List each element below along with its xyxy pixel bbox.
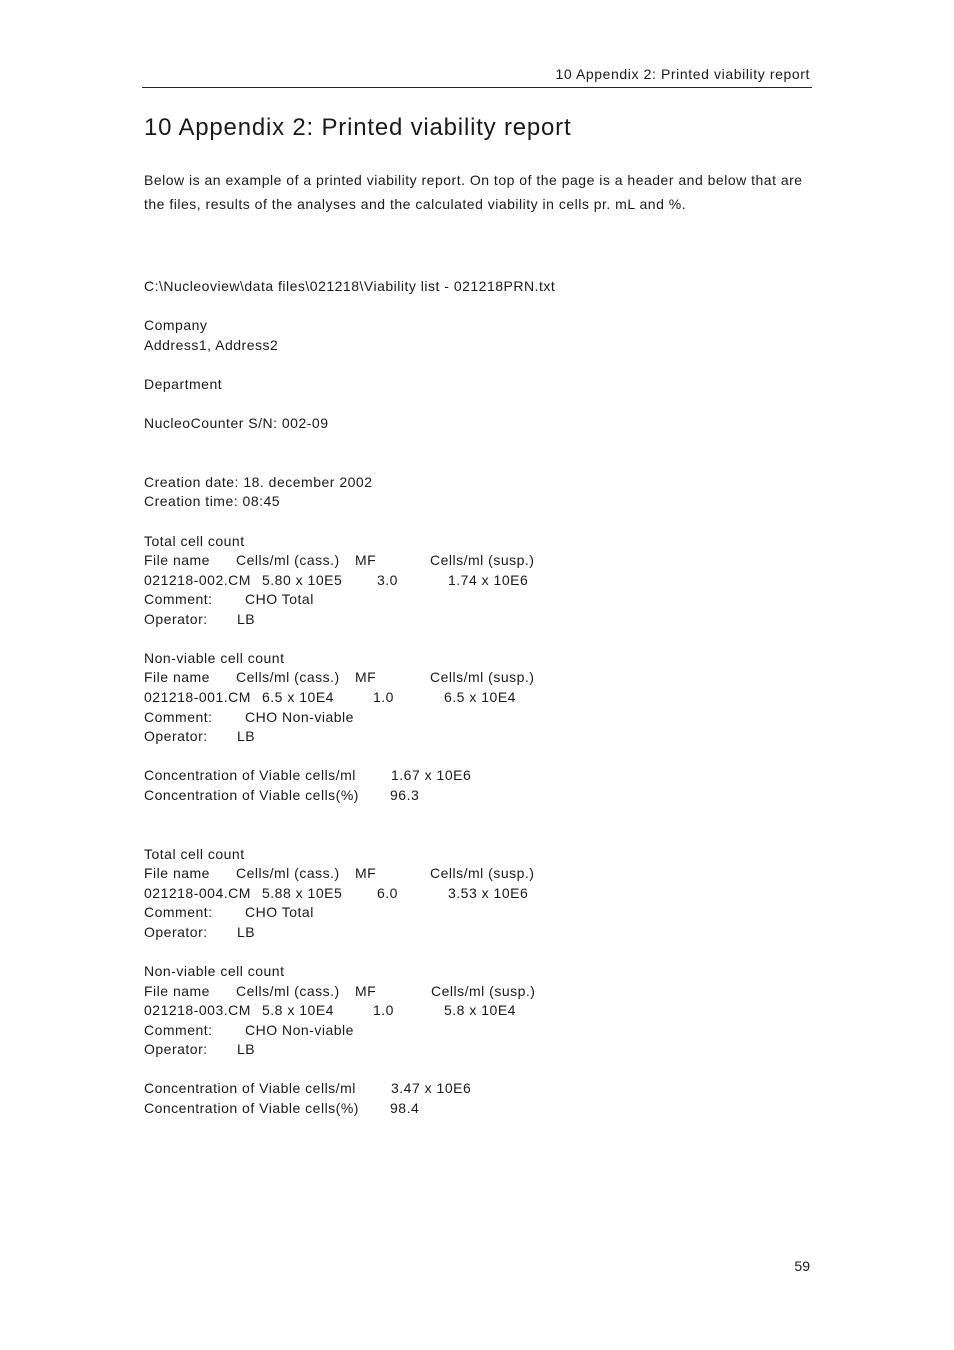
comment-value: CHO Non-viable — [245, 709, 354, 725]
col-header-cells-susp: Cells/ml (susp.) — [430, 865, 535, 881]
section-heading: Total cell count — [144, 533, 245, 549]
col-header-cells-cass: Cells/ml (cass.) — [236, 983, 340, 999]
cells-susp: 1.74 x 10E6 — [448, 572, 529, 588]
col-header-cells-susp: Cells/ml (susp.) — [430, 552, 535, 568]
cells-cass: 5.88 x 10E5 — [262, 885, 343, 901]
comment-value: CHO Total — [245, 591, 314, 607]
file-name: 021218-001.CM — [144, 689, 251, 705]
section-heading: Non-viable cell count — [144, 650, 285, 666]
comment-value: CHO Non-viable — [245, 1022, 354, 1038]
file-name: 021218-002.CM — [144, 572, 251, 588]
mf-value: 3.0 — [377, 572, 398, 588]
col-header-file-name: File name — [144, 983, 210, 999]
col-header-cells-cass: Cells/ml (cass.) — [236, 865, 340, 881]
viable-pct-label: Concentration of Viable cells(%) — [144, 1100, 359, 1116]
company: Company — [144, 317, 208, 333]
operator-value: LB — [237, 611, 256, 627]
cells-cass: 5.80 x 10E5 — [262, 572, 343, 588]
cells-susp: 5.8 x 10E4 — [444, 1002, 516, 1018]
mf-value: 1.0 — [373, 689, 394, 705]
creation-time: Creation time: 08:45 — [144, 493, 281, 509]
col-header-cells-susp: Cells/ml (susp.) — [430, 669, 535, 685]
section-heading: Total cell count — [144, 846, 245, 862]
file-name: 021218-003.CM — [144, 1002, 251, 1018]
department: Department — [144, 376, 223, 392]
comment-label: Comment: — [144, 591, 213, 607]
operator-label: Operator: — [144, 611, 208, 627]
col-header-cells-cass: Cells/ml (cass.) — [236, 552, 340, 568]
viable-pct-value: 98.4 — [390, 1100, 420, 1116]
comment-label: Comment: — [144, 904, 213, 920]
intro-paragraph: Below is an example of a printed viability report. On top of the page is a header and below that are the files, results of the analyses and the calculated viability in cells pr. mL and %. — [144, 172, 803, 212]
col-header-mf: MF — [355, 552, 377, 568]
operator-value: LB — [237, 924, 256, 940]
operator-label: Operator: — [144, 728, 208, 744]
viable-cells-value: 1.67 x 10E6 — [391, 767, 472, 783]
col-header-mf: MF — [355, 865, 377, 881]
col-header-cells-susp: Cells/ml (susp.) — [431, 983, 536, 999]
col-header-mf: MF — [355, 669, 377, 685]
col-header-file-name: File name — [144, 669, 210, 685]
cells-cass: 5.8 x 10E4 — [262, 1002, 334, 1018]
running-header: 10 Appendix 2: Printed viability report — [555, 66, 810, 82]
operator-value: LB — [237, 1041, 256, 1057]
file-path: C:\Nucleoview\data files\021218\Viability list - 021218PRN.txt — [144, 278, 556, 294]
comment-label: Comment: — [144, 709, 213, 725]
section-heading: Non-viable cell count — [144, 963, 285, 979]
address: Address1, Address2 — [144, 337, 279, 353]
operator-value: LB — [237, 728, 256, 744]
comment-value: CHO Total — [245, 904, 314, 920]
page-title: 10 Appendix 2: Printed viability report — [144, 114, 572, 141]
cells-susp: 6.5 x 10E4 — [444, 689, 516, 705]
operator-label: Operator: — [144, 1041, 208, 1057]
viable-cells-label: Concentration of Viable cells/ml — [144, 767, 356, 783]
creation-date: Creation date: 18. december 2002 — [144, 474, 373, 490]
cells-susp: 3.53 x 10E6 — [448, 885, 529, 901]
viable-pct-label: Concentration of Viable cells(%) — [144, 787, 359, 803]
page-number: 59 — [794, 1258, 810, 1274]
viable-cells-label: Concentration of Viable cells/ml — [144, 1080, 356, 1096]
header-rule — [142, 87, 812, 88]
col-header-file-name: File name — [144, 552, 210, 568]
serial-number: NucleoCounter S/N: 002-09 — [144, 415, 329, 431]
viable-pct-value: 96.3 — [390, 787, 420, 803]
col-header-mf: MF — [355, 983, 377, 999]
mf-value: 6.0 — [377, 885, 398, 901]
cells-cass: 6.5 x 10E4 — [262, 689, 334, 705]
col-header-file-name: File name — [144, 865, 210, 881]
file-name: 021218-004.CM — [144, 885, 251, 901]
operator-label: Operator: — [144, 924, 208, 940]
viable-cells-value: 3.47 x 10E6 — [391, 1080, 472, 1096]
comment-label: Comment: — [144, 1022, 213, 1038]
col-header-cells-cass: Cells/ml (cass.) — [236, 669, 340, 685]
mf-value: 1.0 — [373, 1002, 394, 1018]
